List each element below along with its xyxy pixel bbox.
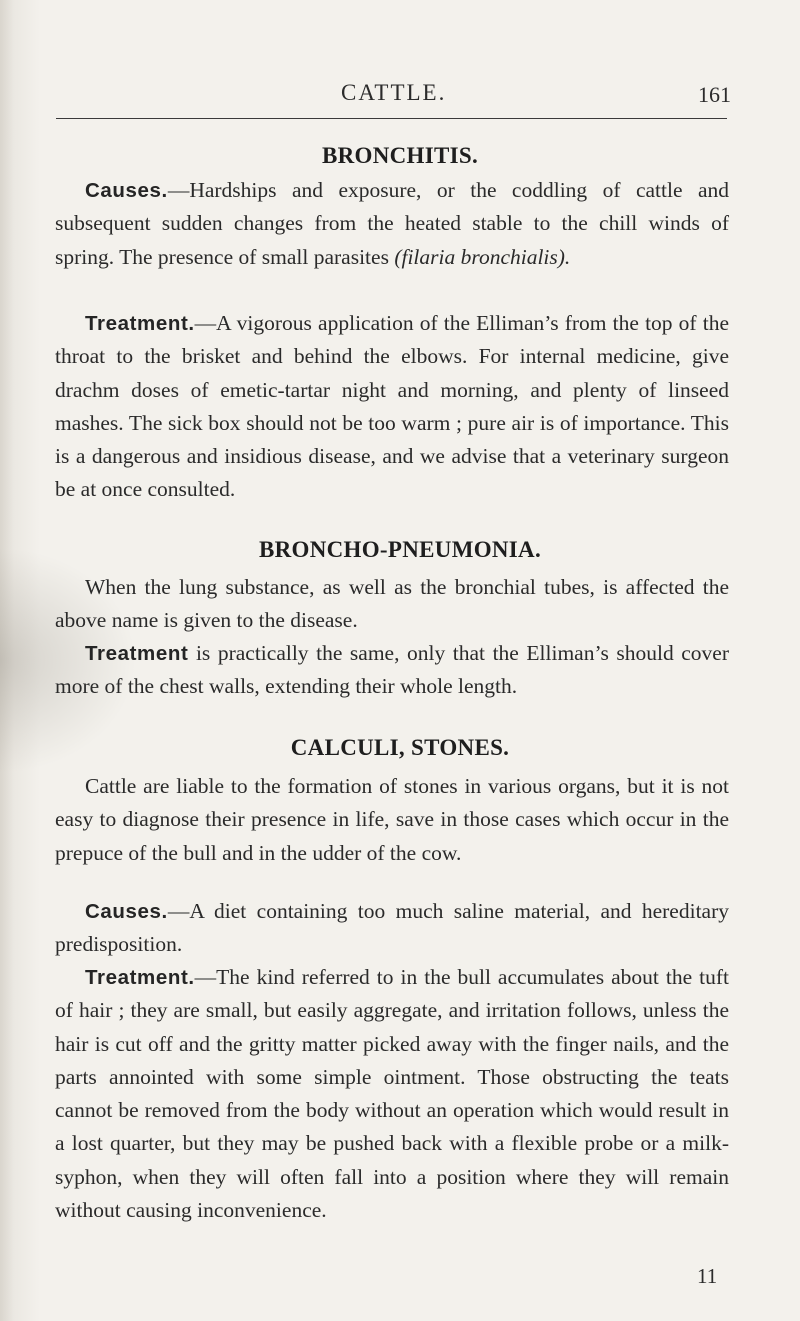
signature-mark: 11	[697, 1264, 718, 1288]
causes-text: —Hardships and exposure, or the coddling of cattle and subsequent sudden changes from the heated stable to the chill winds of spring. The presence of small parasites	[55, 178, 729, 269]
treatment-label: Treatment.	[85, 966, 195, 989]
treatment-label: Treatment	[85, 642, 189, 665]
calculi-causes-paragraph	[55, 895, 729, 962]
treatment-text: is practically the same, only that the Elliman’s should cover more of the chest walls, extending their whole length.	[55, 641, 729, 699]
broncho-pneumonia-intro-paragraph: When the lung substance, as well as the bronchial tubes, is affected the above name is given to the disease.	[55, 575, 729, 633]
causes-italic-text: (filaria bronchialis).	[394, 244, 571, 269]
treatment-text: —A vigorous application of the Elliman’s from the top of the throat to the brisket and behind the elbows. For internal medicine, give drachm doses of emetic-tartar night and morning, and plenty of linseed mashes. The sick box should not be too warm ; pure air is of importance. This is a dangerous and insidious disease, and we advise that a veterinary surgeon be at once consulted.	[55, 311, 729, 502]
treatment-label: Treatment.	[85, 312, 195, 335]
section-title-bronchitis: BRONCHITIS.	[321, 143, 479, 168]
section-title-broncho-pneumonia: BRONCHO-PNEUMONIA.	[258, 537, 542, 562]
running-head: CATTLE.	[341, 80, 447, 105]
bronchitis-causes-paragraph	[55, 174, 729, 274]
bronchitis-treatment-paragraph	[55, 307, 729, 507]
broncho-pneumonia-treatment-paragraph	[55, 637, 729, 704]
calculi-treatment-paragraph	[55, 961, 729, 1227]
causes-text: —A diet containing too much saline material, and hereditary predisposition.	[55, 899, 729, 957]
calculi-intro-paragraph: Cattle are liable to the formation of stones in various organs, but it is not easy to diagnose their presence in life, save in those cases which occur in the prepuce of the bull and in the udder of the cow.	[55, 774, 729, 865]
page-number: 161	[698, 82, 731, 107]
treatment-text: —The kind referred to in the bull accumulates about the tuft of hair ; they are small, but easily aggregate, and irritation follows, unless the hair is cut off and the gritty matter picked away with the finger nails, and the parts annointed with some simple ointment. Those obstructing the teats cannot be removed from the body without an operation which would result in a lost quarter, but they may be pushed back with a flexible probe or a milk-syphon, when they will often fall into a position where they will remain without causing inconvenience.	[55, 965, 729, 1223]
causes-label: Causes.	[85, 179, 168, 202]
header-rule	[56, 118, 727, 119]
section-title-calculi: CALCULI, STONES.	[290, 735, 510, 760]
causes-label: Causes.	[85, 900, 168, 923]
